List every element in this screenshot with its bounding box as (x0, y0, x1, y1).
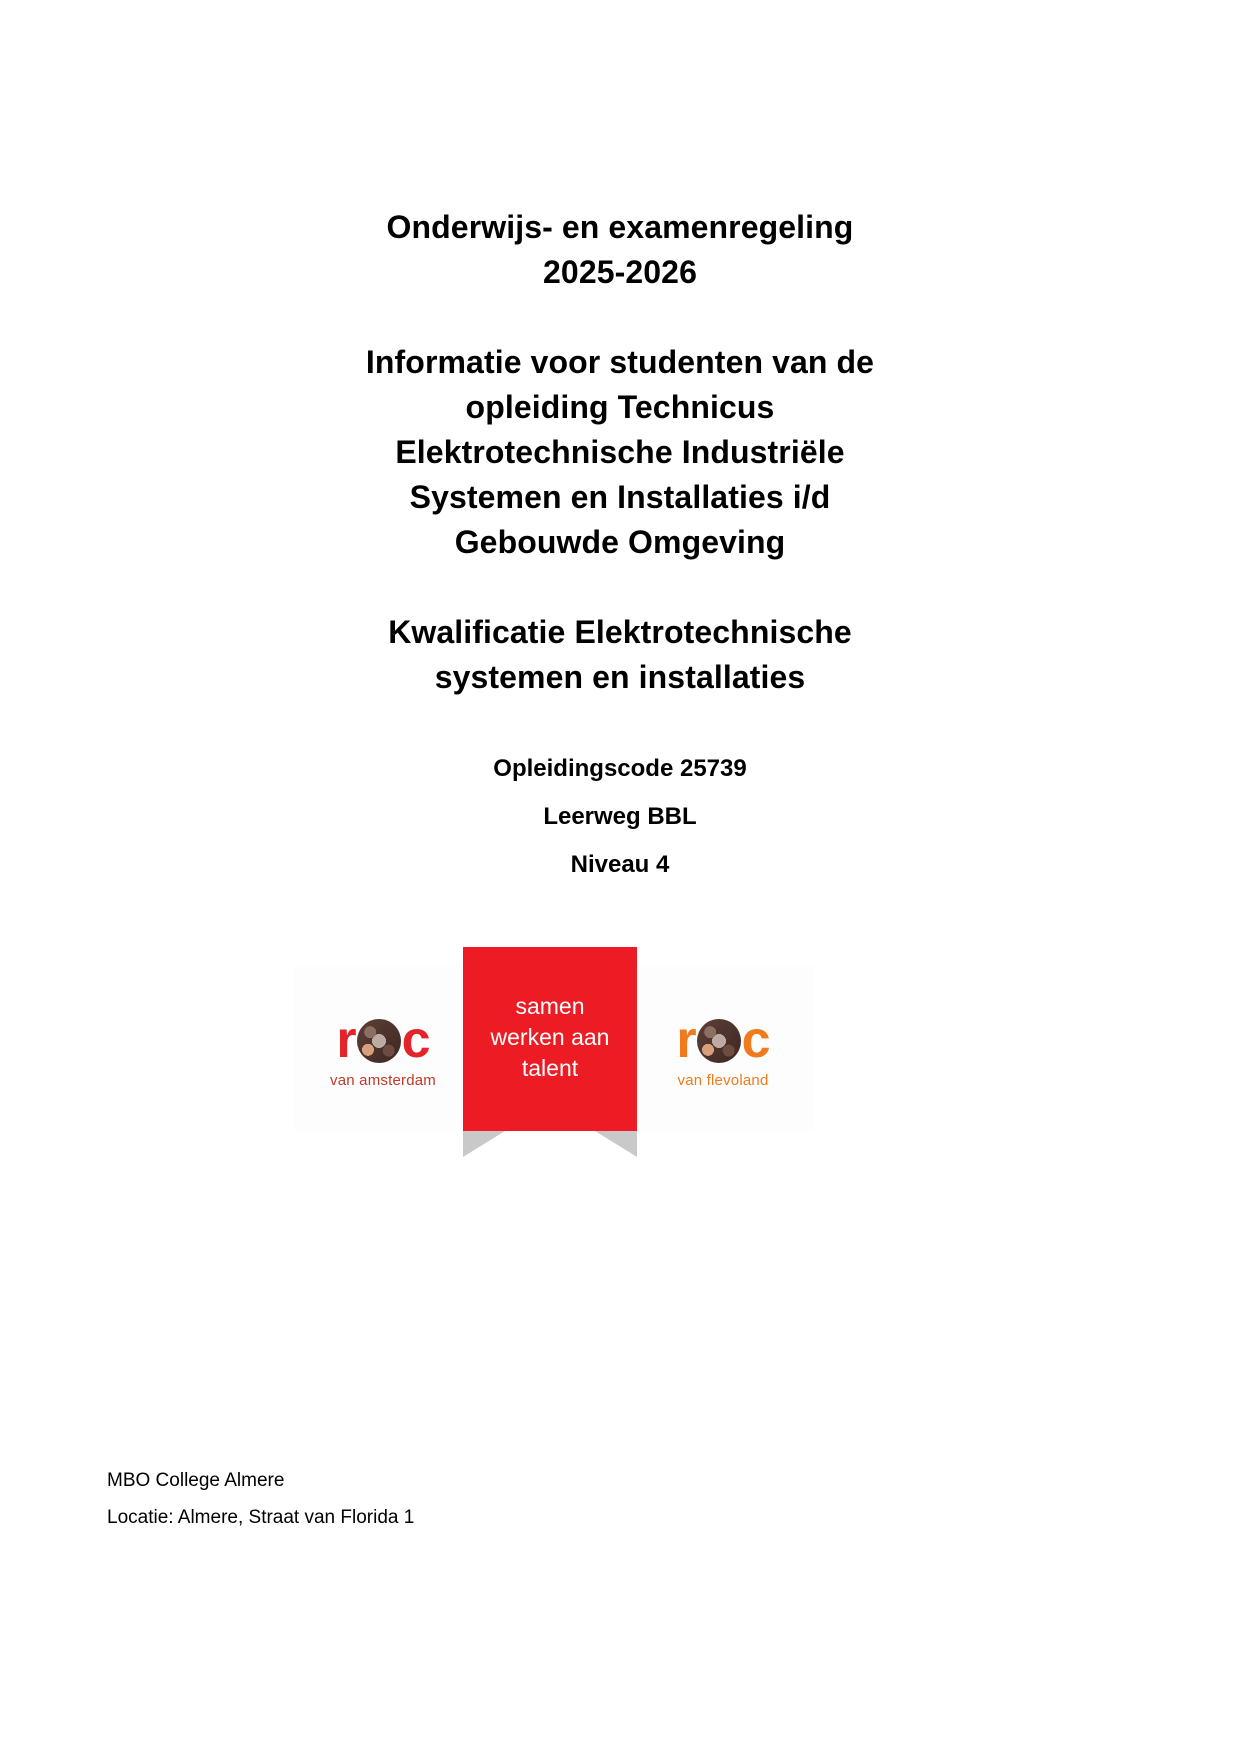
qualification-line-2: systemen en installaties (434, 659, 806, 695)
roc-letter-r: r (676, 1011, 696, 1069)
slogan-banner (463, 947, 637, 1131)
program-line-1: Informatie voor studenten van de (365, 344, 875, 380)
slogan-line-1: samen (515, 993, 585, 1019)
detail-opleidingscode: Opleidingscode 25739 (493, 755, 747, 782)
roc-amsterdam-logo (318, 1011, 448, 1089)
qualification-line-1: Kwalificatie Elektrotechnische (388, 614, 852, 650)
program-line-3: Elektrotechnische Industriële (395, 434, 845, 470)
title-spacer-2 (240, 565, 1000, 610)
slogan-line-2: werken aan (490, 1024, 610, 1050)
detail-niveau: Niveau 4 (570, 851, 670, 878)
footer-location: Locatie: Almere, Straat van Florida 1 (107, 1507, 415, 1528)
roc-letter-c: c (741, 1011, 770, 1069)
roc-flevoland-subtitle: van flevoland (677, 1072, 769, 1089)
roc-amsterdam-subtitle: van amsterdam (330, 1072, 436, 1089)
footer-college: MBO College Almere (107, 1470, 285, 1491)
footer (107, 1462, 907, 1536)
roc-wordmark (336, 1011, 430, 1069)
banner-tail-left-icon (463, 1131, 505, 1157)
program-line-4: Systemen en Installaties i/d (409, 479, 831, 515)
roc-dot-icon (357, 1019, 401, 1063)
roc-letter-c: c (401, 1011, 430, 1069)
detail-leerweg: Leerweg BBL (543, 803, 697, 830)
title-spacer-3 (240, 700, 1000, 745)
page-title-line-2: 2025-2026 (543, 254, 697, 290)
program-line-5: Gebouwde Omgeving (454, 524, 786, 560)
roc-logo-group (293, 966, 813, 1141)
title-block (240, 205, 1000, 889)
roc-wordmark (676, 1011, 770, 1069)
page-title-line-1: Onderwijs- en examenregeling (386, 209, 854, 245)
program-line-2: opleiding Technicus (465, 389, 775, 425)
title-spacer-1 (240, 295, 1000, 340)
banner-tail-right-icon (595, 1131, 637, 1157)
roc-dot-icon (697, 1019, 741, 1063)
roc-flevoland-logo (658, 1011, 788, 1089)
slogan-line-3: talent (521, 1055, 579, 1081)
roc-letter-r: r (336, 1011, 356, 1069)
